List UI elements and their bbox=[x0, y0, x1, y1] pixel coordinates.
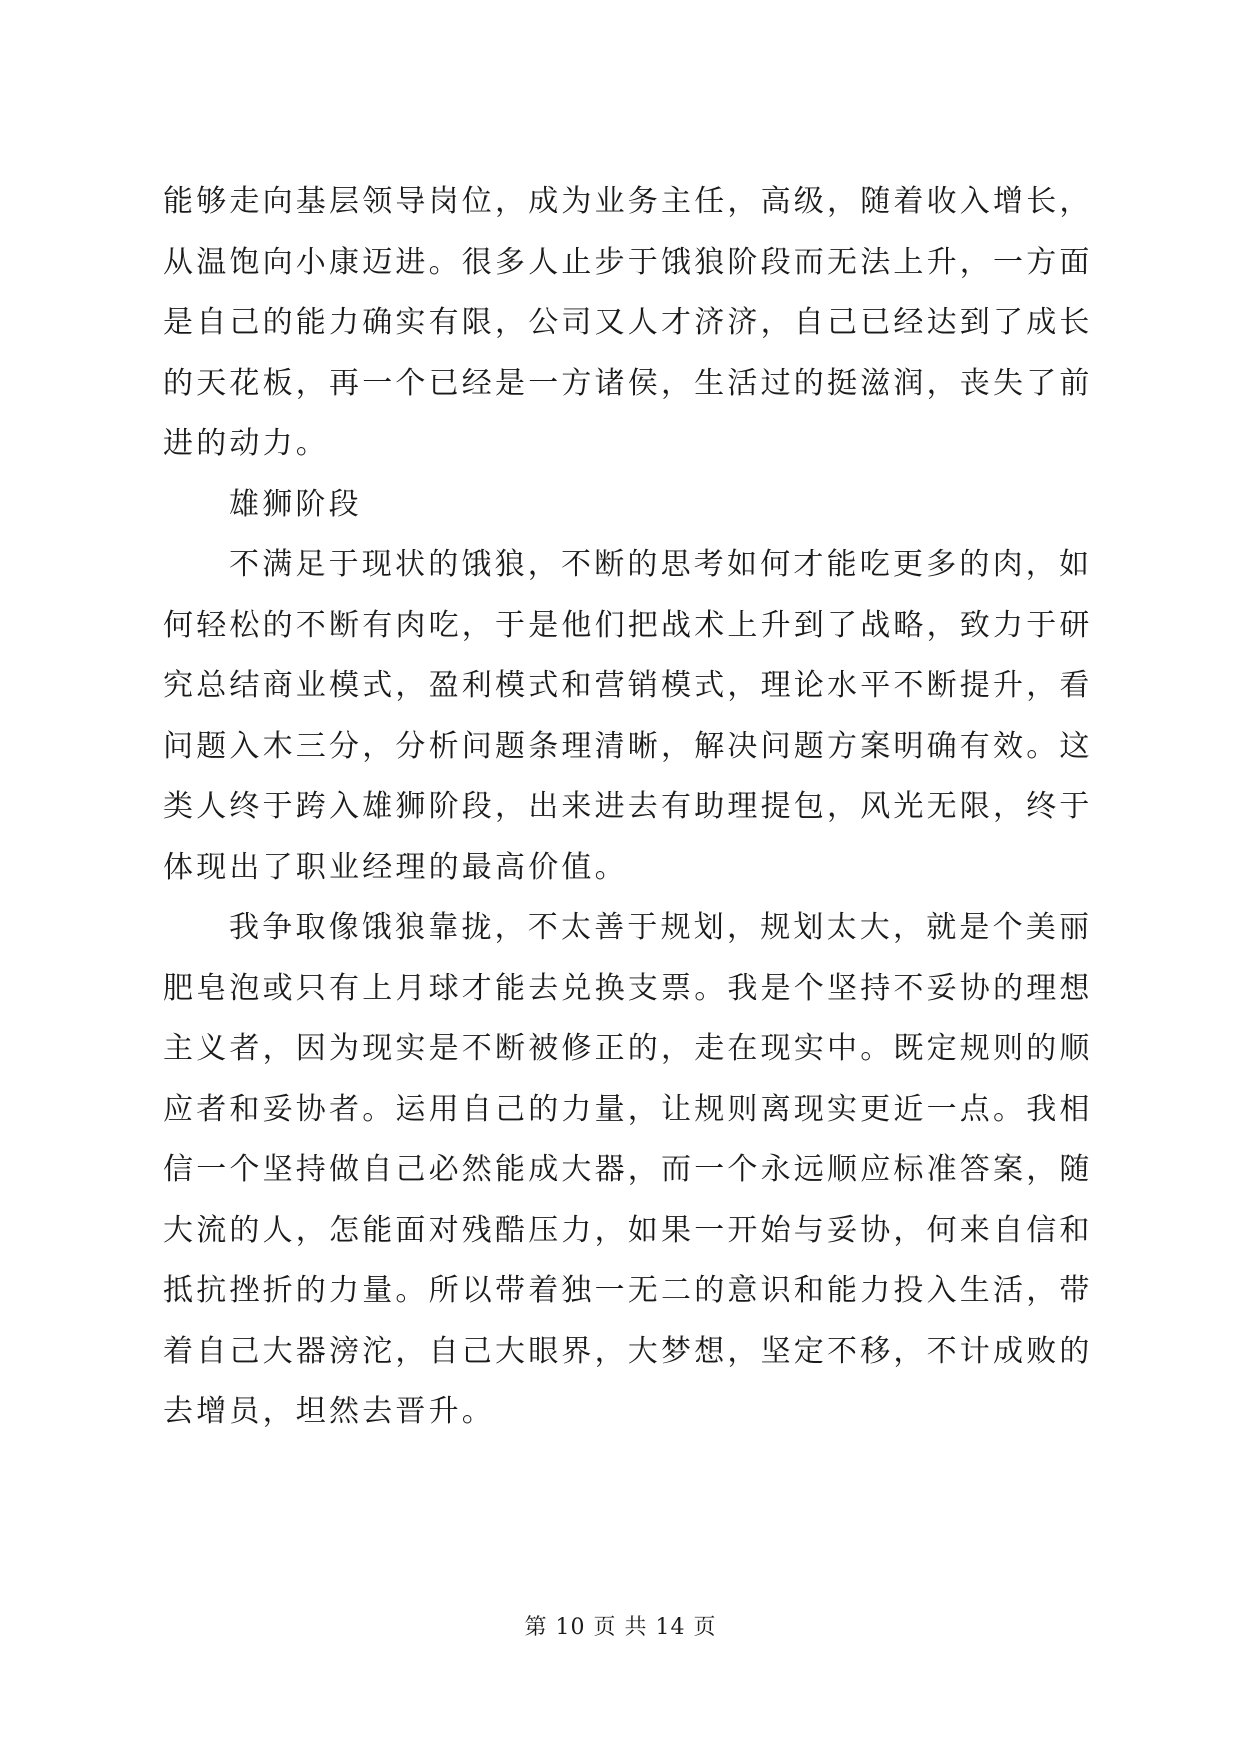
text-line: 着自己大器滂沱，自己大眼界，大梦想，坚定不移，不计成败的 bbox=[163, 1333, 1093, 1369]
text-line: 的天花板，再一个已经是一方诸侯，生活过的挺滋润，丧失了前 bbox=[163, 365, 1093, 401]
text-line: 大流的人，怎能面对残酷压力，如果一开始与妥协，何来自信和 bbox=[163, 1212, 1093, 1248]
document-body bbox=[163, 172, 1093, 1443]
text-line: 肥皂泡或只有上月球才能去兑换支票。我是个坚持不妥协的理想 bbox=[163, 970, 1093, 1006]
text-line: 问题入木三分，分析问题条理清晰，解决问题方案明确有效。这 bbox=[163, 728, 1093, 764]
text-line: 能够走向基层领导岗位，成为业务主任，高级，随着收入增长， bbox=[163, 184, 1093, 219]
text-line: 类人终于跨入雄狮阶段，出来进去有助理提包，风光无限，终于 bbox=[163, 789, 1093, 824]
page-number-footer: 第 10 页 共 14 页 bbox=[524, 1615, 717, 1640]
text-line: 从温饱向小康迈进。很多人止步于饿狼阶段而无法上升，一方面 bbox=[163, 244, 1093, 280]
text-line: 不满足于现状的饿狼，不断的思考如何才能吃更多的肉，如 bbox=[229, 547, 1093, 582]
text-line: 应者和妥协者。运用自己的力量，让规则离现实更近一点。我相 bbox=[163, 1091, 1093, 1127]
section-heading: 雄狮阶段 bbox=[229, 486, 362, 522]
text-line: 进的动力。 bbox=[163, 426, 329, 461]
text-line: 抵抗挫折的力量。所以带着独一无二的意识和能力投入生活，带 bbox=[163, 1273, 1093, 1308]
text-line: 去增员，坦然去晋升。 bbox=[163, 1394, 495, 1429]
text-line: 信一个坚持做自己必然能成大器，而一个永远顺应标准答案，随 bbox=[163, 1152, 1093, 1187]
text-line: 我争取像饿狼靠拢，不太善于规划，规划太大，就是个美丽 bbox=[229, 910, 1093, 945]
text-line: 是自己的能力确实有限，公司又人才济济，自己已经达到了成长 bbox=[163, 305, 1093, 340]
text-line: 究总结商业模式，盈利模式和营销模式，理论水平不断提升，看 bbox=[163, 668, 1093, 703]
text-line: 主义者，因为现实是不断被修正的，走在现实中。既定规则的顺 bbox=[163, 1031, 1093, 1066]
text-line: 何轻松的不断有肉吃，于是他们把战术上升到了战略，致力于研 bbox=[163, 607, 1093, 643]
text-line: 体现出了职业经理的最高价值。 bbox=[163, 849, 628, 885]
